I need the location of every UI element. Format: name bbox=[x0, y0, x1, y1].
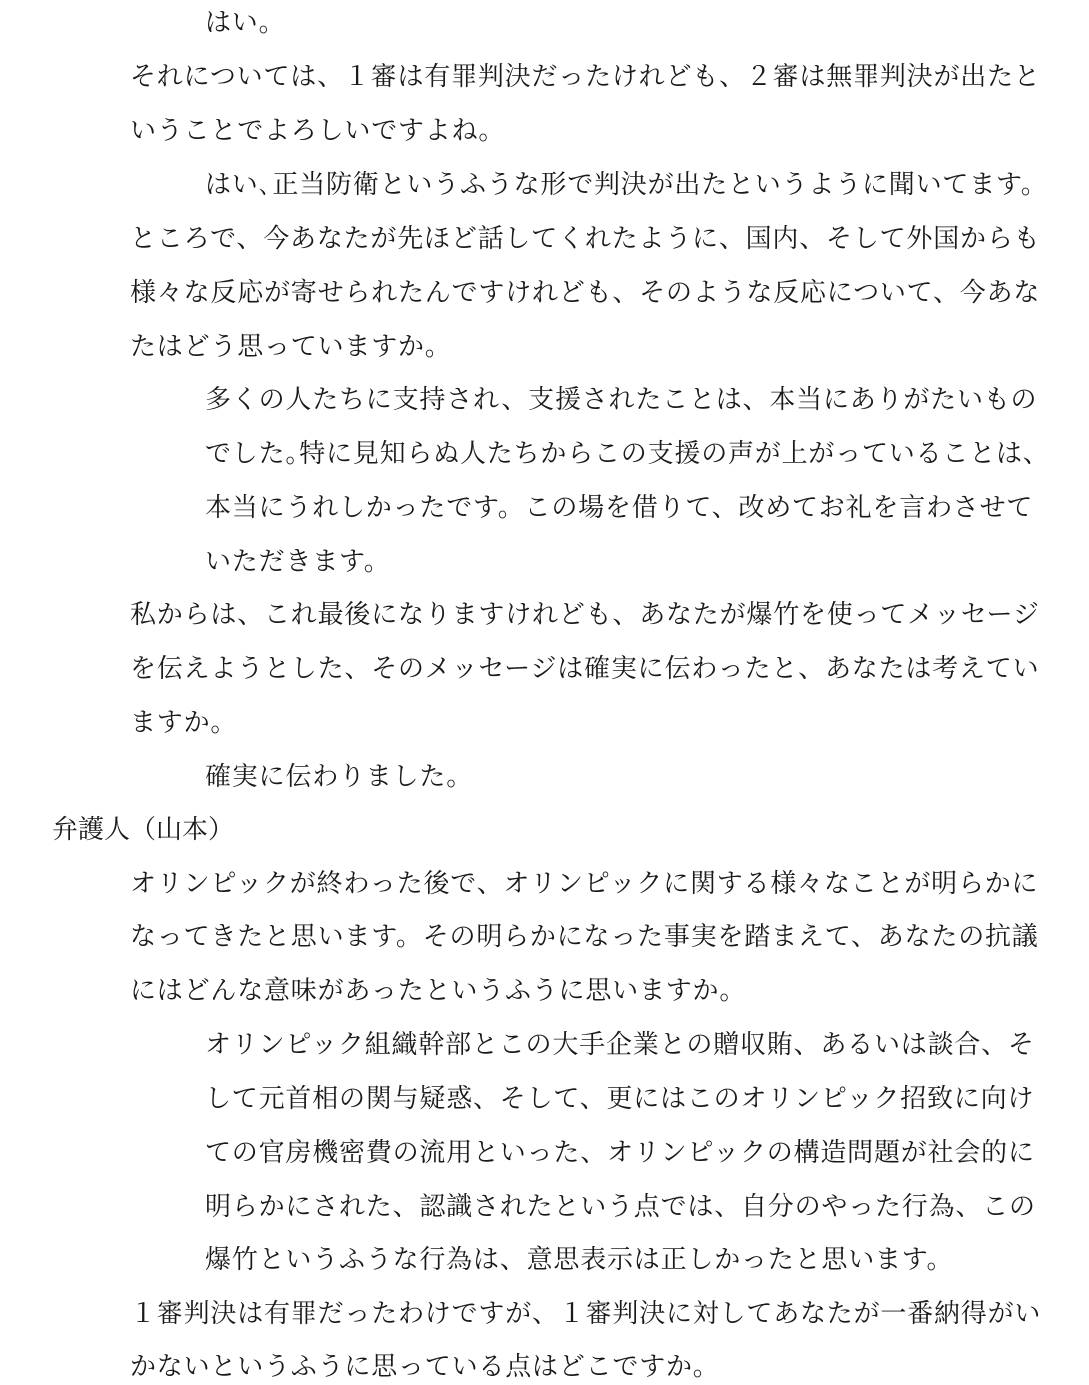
question-line: なってきたと思います。その明らかになった事実を踏まえて、あなたの抗議 bbox=[130, 922, 1039, 952]
answer-line: 多くの人たちに支持され、支援されたことは、本当にありがたいもの bbox=[205, 385, 1038, 415]
speaker-label: 弁護人（山本） bbox=[52, 815, 235, 845]
question-line: １審判決は有罪だったわけですが、１審判決に対してあなたが一番納得がい bbox=[130, 1299, 1042, 1329]
question-line: ますか。 bbox=[130, 708, 238, 738]
answer-line: ての官房機密費の流用といった、オリンピックの構造問題が社会的に bbox=[205, 1138, 1035, 1168]
answer-line: 確実に伝わりました。 bbox=[205, 762, 474, 792]
question-line: 私からは、これ最後になりますけれども、あなたが爆竹を使ってメッセージ bbox=[130, 600, 1040, 630]
question-line: 様々な反応が寄せられたんですけれども、そのような反応について、今あな bbox=[130, 278, 1041, 308]
question-line: かないというふうに思っている点はどこですか。 bbox=[130, 1352, 720, 1382]
answer-line: 爆竹というふうな行為は、意思表示は正しかったと思います。 bbox=[205, 1245, 954, 1275]
answer-line: 明らかにされた、認識されたという点では、自分のやった行為、この bbox=[205, 1192, 1036, 1222]
answer-line: 本当にうれしかったです。この場を借りて、改めてお礼を言わさせて bbox=[205, 493, 1034, 523]
answer-line: はい。 bbox=[205, 8, 286, 38]
question-line: を伝えようとした、そのメッセージは確実に伝わったと、あなたは考えてい bbox=[130, 654, 1040, 684]
answer-line: して元首相の関与疑惑、そして、更にはこのオリンピック招致に向け bbox=[205, 1084, 1035, 1114]
question-line: にはどんな意味があったというふうに思いますか。 bbox=[130, 976, 747, 1006]
answer-line: オリンピック組織幹部とこの大手企業との贈収賄、あるいは談合、そ bbox=[205, 1030, 1035, 1060]
question-line: いうことでよろしいですよね。 bbox=[130, 116, 506, 146]
question-line: それについては、１審は有罪判決だったけれども、２審は無罪判決が出たと bbox=[130, 62, 1041, 92]
question-line: ところで、今あなたが先ほど話してくれたように、国内、そして外国からも bbox=[130, 224, 1041, 254]
answer-line: でした｡特に見知らぬ人たちからこの支援の声が上がっていることは、 bbox=[205, 439, 1050, 469]
answer-line: はい､正当防衛というふうな形で判決が出たというように聞いてます。 bbox=[205, 170, 1048, 200]
answer-line: いただきます。 bbox=[205, 547, 391, 577]
question-line: オリンピックが終わった後で、オリンピックに関する様々なことが明らかに bbox=[130, 869, 1039, 899]
question-line: たはどう思っていますか。 bbox=[130, 332, 452, 362]
